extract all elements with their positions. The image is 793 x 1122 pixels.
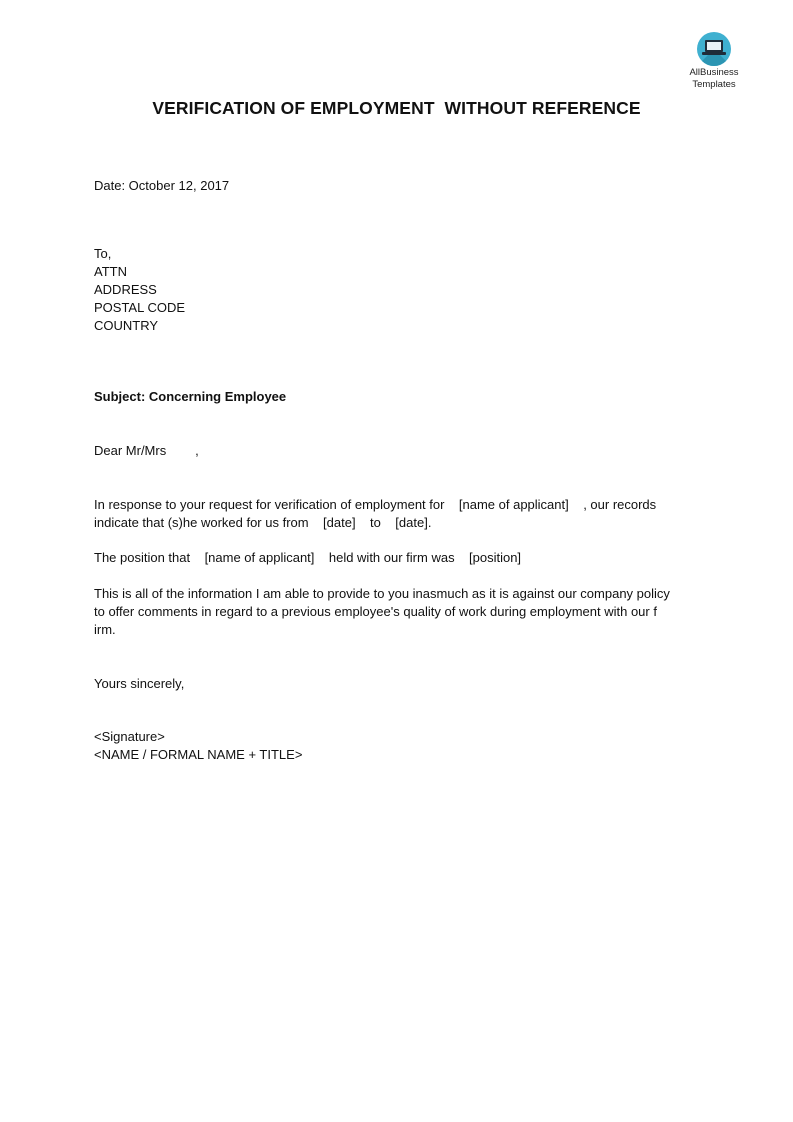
body-paragraph-3-line-3: irm. [94, 622, 116, 637]
body-paragraph-3-line-1: This is all of the information I am able to provide to you inasmuch as it is against our company policy [94, 586, 670, 601]
body-paragraph-1-line-2: indicate that (s)he worked for us from [date] to [date]. [94, 515, 432, 530]
address-attn: ATTN [94, 264, 127, 279]
body-paragraph-1-line-1: In response to your request for verification of employment for [name of applicant] , our records [94, 497, 657, 512]
salutation: Dear Mr/Mrs , [94, 443, 199, 458]
closing: Yours sincerely, [94, 676, 185, 691]
body-paragraph-2: The position that [name of applicant] held with our firm was [position] [94, 550, 522, 565]
subject-line: Subject: Concerning Employee [94, 389, 287, 404]
logo-text-line2: Templates [692, 79, 736, 90]
laptop-icon [697, 32, 731, 66]
address-street: ADDRESS [94, 282, 157, 297]
logo-text-line1: AllBusiness [689, 67, 739, 78]
address-country: COUNTRY [94, 318, 159, 333]
body-paragraph-3-line-2: to offer comments in regard to a previous employee's quality of work during employment with our f [94, 604, 657, 619]
signature-placeholder: <Signature> [94, 729, 165, 744]
signer-name-title: <NAME / FORMAL NAME + TITLE> [94, 747, 303, 762]
allbusiness-templates-logo [686, 32, 742, 90]
document-title: VERIFICATION OF EMPLOYMENT WITHOUT REFERENCE [152, 98, 641, 118]
address-to: To, [94, 246, 112, 261]
address-postal-code: POSTAL CODE [94, 300, 186, 315]
date-line: Date: October 12, 2017 [94, 178, 230, 193]
